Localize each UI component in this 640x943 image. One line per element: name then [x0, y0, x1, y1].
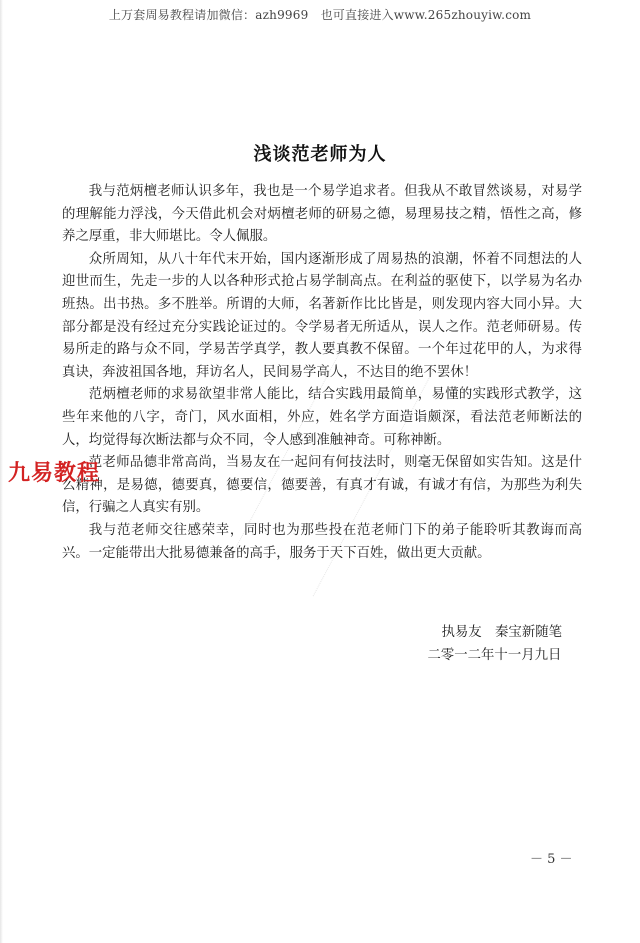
- signature: [427, 622, 562, 667]
- header-note: 上万套周易教程请加微信：azh9969 也可直接进入www.265zhouyiw.com: [108, 8, 532, 22]
- paragraph-1: 我与范炳檀老师认识多年，我也是一个易学追求者。但我从不敢冒然谈易，对易学的理解能力浮浅，今天借此机会对炳檀老师的研易之德，易理易技之精，悟性之高，修养之厚重，非大师堪比。令人佩服。: [62, 184, 582, 245]
- signature-date: 二零一二年十一月九日: [427, 647, 562, 663]
- paragraph-4: 范老师品德非常高尚，当易友在一起问有何技法时，则毫无保留如实告知。这是什么精神，是易德，德要真，德要信，德要善，有真才有诚，有诚才有信，为那些为利失信，行骗之人真实有别。: [62, 455, 582, 516]
- paragraph-3: 范炳檀老师的求易欲望非常人能比，结合实践用最简单，易懂的实践形式教学，这些年来他的八字，奇门，风水面相，外应，姓名学方面造诣颇深，看法范老师断法的人，均觉得每次断法都与众不同，令人感到准触神奇。可称神断。: [62, 387, 582, 448]
- paragraph-2: 众所周知，从八十年代末开始，国内逐渐形成了周易热的浪潮，怀着不同想法的人迎世而生，先走一步的人以各种形式抢占易学制高点。在利益的驱使下，以学易为名办班热。出书热。多不胜举。所谓的大师，名著新作比比皆是，则发现内容大同小异。大部分都是没有经过充分实践论证过的。令学易者无所适从，误人之作。范老师研易。传易所走的路与众不同，学易苦学真学，教人要真教不保留。一个年过花甲的人，为求得真诀，奔波祖国各地，拜访名人，民间易学高人，不达目的绝不罢休！: [62, 251, 582, 380]
- watermark: 九易教程: [8, 461, 101, 486]
- page-title: 浅谈范老师为人: [253, 144, 387, 165]
- article-body: [62, 181, 582, 565]
- page-number: － 5 －: [530, 852, 573, 867]
- paragraph-5: 我与范老师交往感荣幸，同时也为那些投在范老师门下的弟子能聆听其教诲而高兴。一定能带出大批易德兼备的高手，服务于天下百姓，做出更大贡献。: [62, 522, 582, 561]
- signature-author: 执易友 秦宝新随笔: [441, 625, 562, 640]
